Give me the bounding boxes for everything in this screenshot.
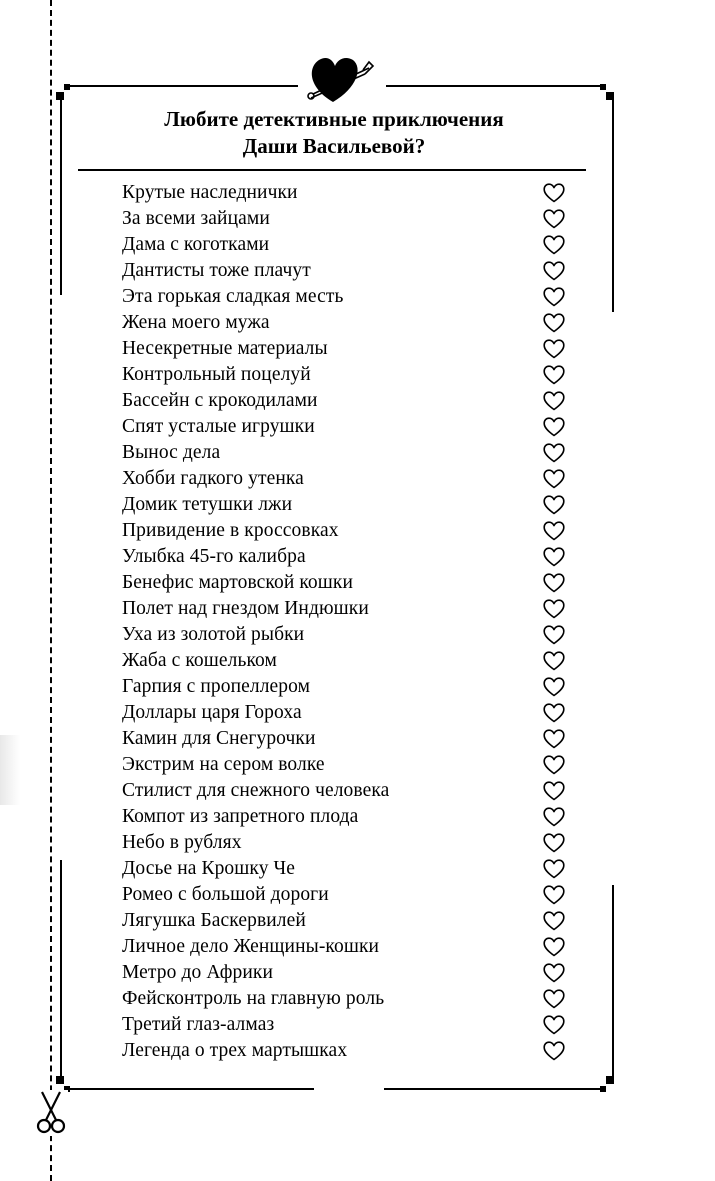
book-item bbox=[122, 648, 565, 674]
heart-outline-icon[interactable] bbox=[543, 287, 565, 307]
book-item bbox=[122, 258, 565, 284]
book-title: Фейсконтроль на главную роль bbox=[122, 988, 385, 1009]
book-item bbox=[122, 310, 565, 336]
title-divider bbox=[78, 169, 586, 171]
book-title: Жаба с кошельком bbox=[122, 650, 277, 671]
book-item bbox=[122, 700, 565, 726]
book-item bbox=[122, 882, 565, 908]
heart-with-safety-pin-icon bbox=[303, 50, 383, 110]
heart-outline-icon[interactable] bbox=[543, 547, 565, 567]
book-item bbox=[122, 180, 565, 206]
title-line-2: Даши Васильевой? bbox=[242, 134, 426, 158]
book-item bbox=[122, 908, 565, 934]
heart-outline-icon[interactable] bbox=[543, 469, 565, 489]
book-title: Улыбка 45-го калибра bbox=[122, 546, 306, 567]
book-item bbox=[122, 856, 565, 882]
heart-outline-icon[interactable] bbox=[543, 313, 565, 333]
heart-outline-icon[interactable] bbox=[543, 339, 565, 359]
book-title: Жена моего мужа bbox=[122, 312, 270, 333]
book-list bbox=[122, 180, 565, 1064]
book-item bbox=[122, 336, 565, 362]
book-item bbox=[122, 544, 565, 570]
book-title: Уха из золотой рыбки bbox=[122, 624, 305, 645]
book-title: Крутые наследнички bbox=[122, 182, 298, 203]
page-edge-shadow bbox=[0, 735, 20, 805]
book-title: Личное дело Женщины-кошки bbox=[122, 936, 380, 957]
heart-outline-icon[interactable] bbox=[543, 651, 565, 671]
book-title: Бенефис мартовской кошки bbox=[122, 572, 354, 593]
book-item bbox=[122, 934, 565, 960]
book-item bbox=[122, 206, 565, 232]
book-item bbox=[122, 1012, 565, 1038]
book-title: Экстрим на сером волке bbox=[122, 754, 325, 775]
book-title: Дама с коготками bbox=[122, 234, 270, 255]
heart-outline-icon[interactable] bbox=[543, 261, 565, 281]
heart-outline-icon[interactable] bbox=[543, 443, 565, 463]
book-title: Компот из запретного плода bbox=[122, 806, 359, 827]
book-item bbox=[122, 388, 565, 414]
heart-outline-icon[interactable] bbox=[543, 677, 565, 697]
book-item bbox=[122, 492, 565, 518]
heart-outline-icon[interactable] bbox=[543, 729, 565, 749]
book-item bbox=[122, 726, 565, 752]
book-item bbox=[122, 778, 565, 804]
book-item bbox=[122, 622, 565, 648]
book-item bbox=[122, 986, 565, 1012]
book-item bbox=[122, 570, 565, 596]
book-item bbox=[122, 232, 565, 258]
book-title: Лягушка Баскервилей bbox=[122, 910, 306, 931]
book-title: Домик тетушки лжи bbox=[122, 494, 293, 515]
book-item bbox=[122, 518, 565, 544]
title-line-1: Любите детективные приключения bbox=[164, 107, 504, 131]
book-title: Досье на Крошку Че bbox=[122, 858, 296, 879]
book-title: Спят усталые игрушки bbox=[122, 416, 315, 437]
heart-outline-icon[interactable] bbox=[543, 417, 565, 437]
heart-outline-icon[interactable] bbox=[543, 859, 565, 879]
book-item bbox=[122, 804, 565, 830]
book-item bbox=[122, 466, 565, 492]
book-title: Эта горькая сладкая месть bbox=[122, 286, 344, 307]
heart-outline-icon[interactable] bbox=[543, 495, 565, 515]
book-title: Привидение в кроссовках bbox=[122, 520, 339, 541]
cut-line bbox=[50, 0, 52, 1181]
heart-outline-icon[interactable] bbox=[543, 209, 565, 229]
heart-outline-icon[interactable] bbox=[543, 781, 565, 801]
heart-outline-icon[interactable] bbox=[543, 391, 565, 411]
book-title: Ромео с большой дороги bbox=[122, 884, 329, 905]
book-item bbox=[122, 414, 565, 440]
heart-outline-icon[interactable] bbox=[543, 989, 565, 1009]
heart-outline-icon[interactable] bbox=[543, 521, 565, 541]
heart-outline-icon[interactable] bbox=[543, 183, 565, 203]
heart-outline-icon[interactable] bbox=[543, 365, 565, 385]
book-title: Полет над гнездом Индюшки bbox=[122, 598, 369, 619]
heart-outline-icon[interactable] bbox=[543, 885, 565, 905]
heart-outline-icon[interactable] bbox=[543, 573, 565, 593]
book-item bbox=[122, 284, 565, 310]
book-title: Несекретные материалы bbox=[122, 338, 328, 359]
book-item bbox=[122, 752, 565, 778]
scissors-icon bbox=[34, 1090, 68, 1136]
heart-outline-icon[interactable] bbox=[543, 937, 565, 957]
heart-outline-icon[interactable] bbox=[543, 625, 565, 645]
book-title: Доллары царя Гороха bbox=[122, 702, 302, 723]
book-item bbox=[122, 1038, 565, 1064]
heart-outline-icon[interactable] bbox=[543, 599, 565, 619]
heart-outline-icon[interactable] bbox=[543, 833, 565, 853]
heart-outline-icon[interactable] bbox=[543, 235, 565, 255]
book-item bbox=[122, 830, 565, 856]
book-title: Камин для Снегурочки bbox=[122, 728, 316, 749]
book-item bbox=[122, 596, 565, 622]
book-item bbox=[122, 960, 565, 986]
book-title: Дантисты тоже плачут bbox=[122, 260, 311, 281]
book-title: Вынос дела bbox=[122, 442, 221, 463]
heart-outline-icon[interactable] bbox=[543, 1015, 565, 1035]
heart-outline-icon[interactable] bbox=[543, 1041, 565, 1061]
book-item bbox=[122, 362, 565, 388]
book-title: Стилист для снежного человека bbox=[122, 780, 390, 801]
heart-outline-icon[interactable] bbox=[543, 807, 565, 827]
book-title: Легенда о трех мартышках bbox=[122, 1040, 348, 1061]
book-title: Хобби гадкого утенка bbox=[122, 468, 304, 489]
book-title: Третий глаз-алмаз bbox=[122, 1014, 275, 1035]
heart-outline-icon[interactable] bbox=[543, 963, 565, 983]
heart-outline-icon[interactable] bbox=[543, 911, 565, 931]
heart-outline-icon[interactable] bbox=[543, 755, 565, 775]
book-item bbox=[122, 674, 565, 700]
book-title: Контрольный поцелуй bbox=[122, 364, 311, 385]
book-title: Небо в рублях bbox=[122, 832, 242, 853]
book-item bbox=[122, 440, 565, 466]
book-title: Гарпия с пропеллером bbox=[122, 676, 311, 697]
book-title: За всеми зайцами bbox=[122, 208, 270, 229]
book-title: Бассейн с крокодилами bbox=[122, 390, 318, 411]
book-title: Метро до Африки bbox=[122, 962, 273, 983]
heart-outline-icon[interactable] bbox=[543, 703, 565, 723]
page-title bbox=[110, 106, 558, 160]
